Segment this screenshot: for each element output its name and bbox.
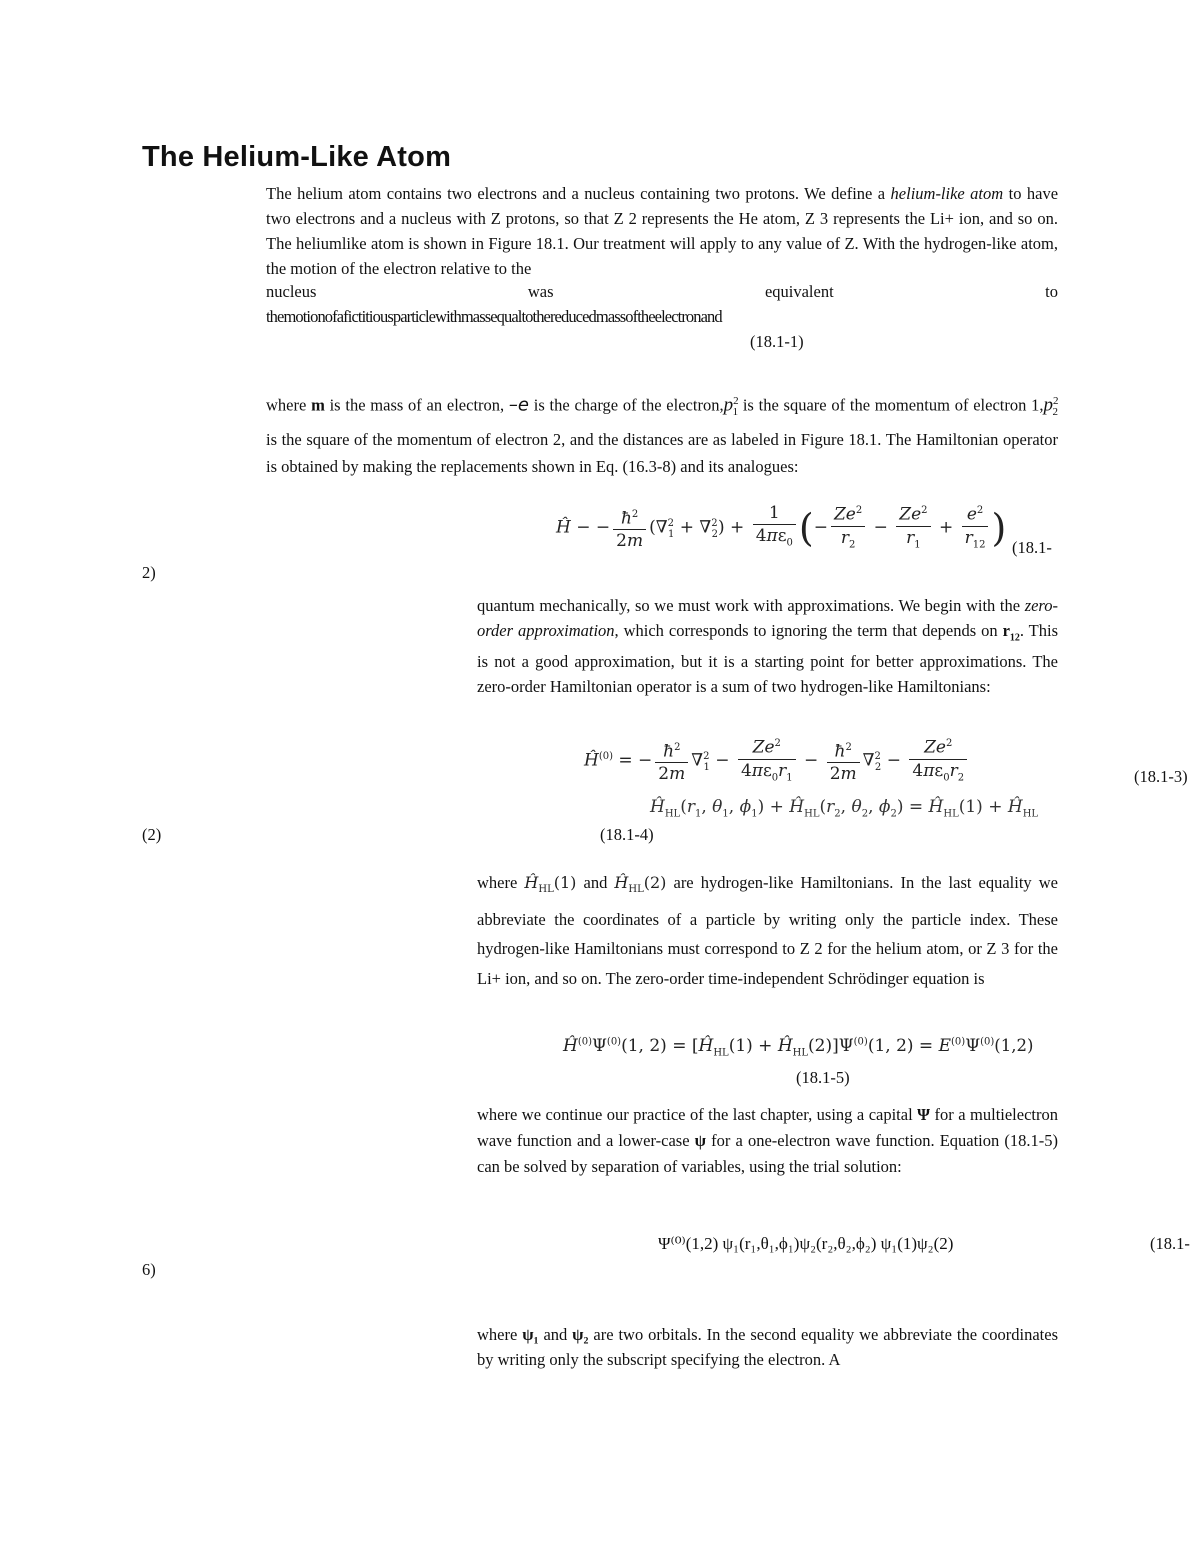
lower-psi: ψ [694, 1131, 707, 1150]
text: . This is not a good approximation, but it is a starting point for better approximations. The zero-order Hamiltonian operator is a sum of two hydrogen-like Hamiltonians: [477, 620, 1058, 696]
capital-psi: Ψ [917, 1105, 931, 1124]
equation-number-6b: 6) [142, 1260, 156, 1279]
sub: 2 [1052, 405, 1058, 418]
momentum-p2: p [1043, 394, 1053, 416]
charge-symbol: –e [508, 394, 529, 416]
cramped-line: themotionofafictitiousparticlewithmassequaltothereducedmassoftheelectronand [266, 307, 722, 326]
equation-number-4: (18.1-4) [600, 825, 654, 844]
intro-text-a: The helium atom contains two electrons and a nucleus containing two protons. We define a [266, 184, 891, 203]
equation-number-2a: (18.1- [1012, 538, 1052, 557]
text: quantum mechanically, so we must work with approximations. We begin with the [477, 596, 1025, 615]
final-paragraph [477, 1322, 1058, 1372]
word-was: was [527, 282, 554, 301]
where-paragraph-1 [266, 388, 1058, 480]
equation-18-1-6: Ψ⁽⁰⁾(1,2) ψ₁(r₁,θ₁,ϕ₁)ψ₂(r₂,θ₂,ϕ₂) ψ₁(1)ψ₂(2) [658, 1234, 954, 1253]
zero-order-term: zero-order approximation [477, 596, 1058, 640]
text: is the square of the [738, 395, 871, 415]
intro-paragraph [266, 181, 1058, 281]
page-title: The Helium-Like Atom [142, 141, 452, 173]
text: is the mass of an electron, [324, 395, 509, 415]
equation-18-1-3: $Ĥ^{(0)}$ = − $\frac{ħ^2}{2m}$ ∇$^2_1$ − $\frac{Ze^2}{4\pi\varepsilon_0r_1}$ − $\frac{ħ^2}{2m}$ ∇$^2_2$ − $\frac{Ze^2}{4\pi\varepsilon_0r_2}$ [584, 733, 970, 789]
word-equivalent: equivalent [764, 282, 834, 301]
r12-symbol: r [1002, 620, 1010, 640]
h-hl-1: $Ĥ_{HL}(1)$ [524, 873, 577, 896]
word-nucleus: nucleus [266, 282, 317, 301]
word-to: to [1045, 282, 1058, 301]
sub: 1 [732, 405, 739, 418]
equation-18-1-5: $Ĥ^{(0)}\Psi^{(0)}(1$, $2) = [Ĥ_{HL}(1)$ + $Ĥ_{HL}(2)]\Psi^{(0)}(1$, $2) = E^{(0)}\Psi^{(0)}(1,2)$ [563, 1036, 1034, 1059]
justified-line [266, 282, 1058, 302]
text: momentum of electron 1, [874, 395, 1044, 415]
equation-18-1-2: Ĥ − − $\frac{ħ^2}{2m}$ (∇$^2_1$ + ∇$^2_2$) + $\frac{1}{4\pi\varepsilon_0}$ (− $\frac{Ze^2}{r_2}$ − $\frac{Ze^2}{r_1}$ + $\frac{e^2}{r_{12}}$ ) [556, 500, 1006, 556]
text: , which corresponds to ignoring the term that depends on [614, 620, 1003, 640]
text: where [477, 873, 525, 892]
text: is the charge of the electron, [529, 395, 724, 415]
eq5-tail: (1,2) [994, 1036, 1034, 1055]
text: for a one-electron wave function. Equation (18.1-5) can be solved by separation of variables, using the trial solution: [477, 1131, 1058, 1176]
equation-number-2b: 2) [142, 563, 156, 582]
mass-symbol: m [311, 395, 325, 415]
equation-18-1-4: $Ĥ_{HL}(r_1$, $\theta_1$, $\phi_1$) + $Ĥ_{HL}(r_2$, $\theta_2$, $\phi_2$) = $Ĥ_{HL}(1)$ + $Ĥ_{HL}$ [650, 797, 1039, 820]
text: and [576, 873, 615, 892]
text: is the square of the momentum of electron 2, and the distances are as labeled in Figure 18.1. The Hamiltonian operator is obtained by making the replacements shown in Eq. (16.3-8) and its analogues: [266, 429, 1058, 476]
text: where we continue our practice of the last chapter, using a capital [477, 1105, 918, 1124]
text: and [538, 1325, 573, 1344]
equation-4-left: (2) [142, 825, 162, 844]
text: are two orbitals. In the second equality we abbreviate the coordinates by writing only the subscript specifying the electron. A [477, 1325, 1058, 1369]
quantum-paragraph [477, 594, 1058, 699]
text: where [477, 1325, 523, 1344]
sup: 2 [733, 395, 739, 407]
equation-number-1: (18.1-1) [750, 332, 804, 351]
intro-text-b: to have two electrons and a nucleus with Z protons, so that Z 2 represents the He atom, Z 3 represents the Li+ ion, and so on. The heliumlike atom is shown in Figure 18.1. Our treatment will apply to any value of Z. With the hydrogen-like atom, the motion of the electron relative to the [266, 184, 1059, 278]
psi-2: ψ₂ [572, 1325, 589, 1344]
continue-paragraph [477, 1102, 1058, 1180]
equation-number-3: (18.1-3) [1134, 767, 1188, 786]
equation-number-5: (18.1-5) [796, 1068, 850, 1087]
text: for a multielectron wave function and a lower-case [477, 1105, 1058, 1150]
where-paragraph-2 [477, 868, 1058, 993]
sub: 12 [1009, 631, 1020, 643]
text: are hydrogen-like Hamiltonians. In the last equality we abbreviate the coordinates of a particle by writing only the particle index. These hydrogen-like Hamiltonians must correspond to Z 2 for the helium atom, or Z 3 for the Li+ ion, and so on. The zero-order time-independent Schrödinger equation is [477, 873, 1059, 988]
helium-like-term: helium-like atom [890, 184, 1004, 203]
equation-number-6a: (18.1- [1150, 1234, 1190, 1253]
h-hl-2: $Ĥ_{HL}(2)$ [614, 873, 667, 896]
psi-1: ψ₁ [522, 1325, 539, 1344]
text: where [266, 395, 312, 415]
momentum-p1: p [723, 394, 734, 416]
sup: 2 [1053, 395, 1059, 407]
